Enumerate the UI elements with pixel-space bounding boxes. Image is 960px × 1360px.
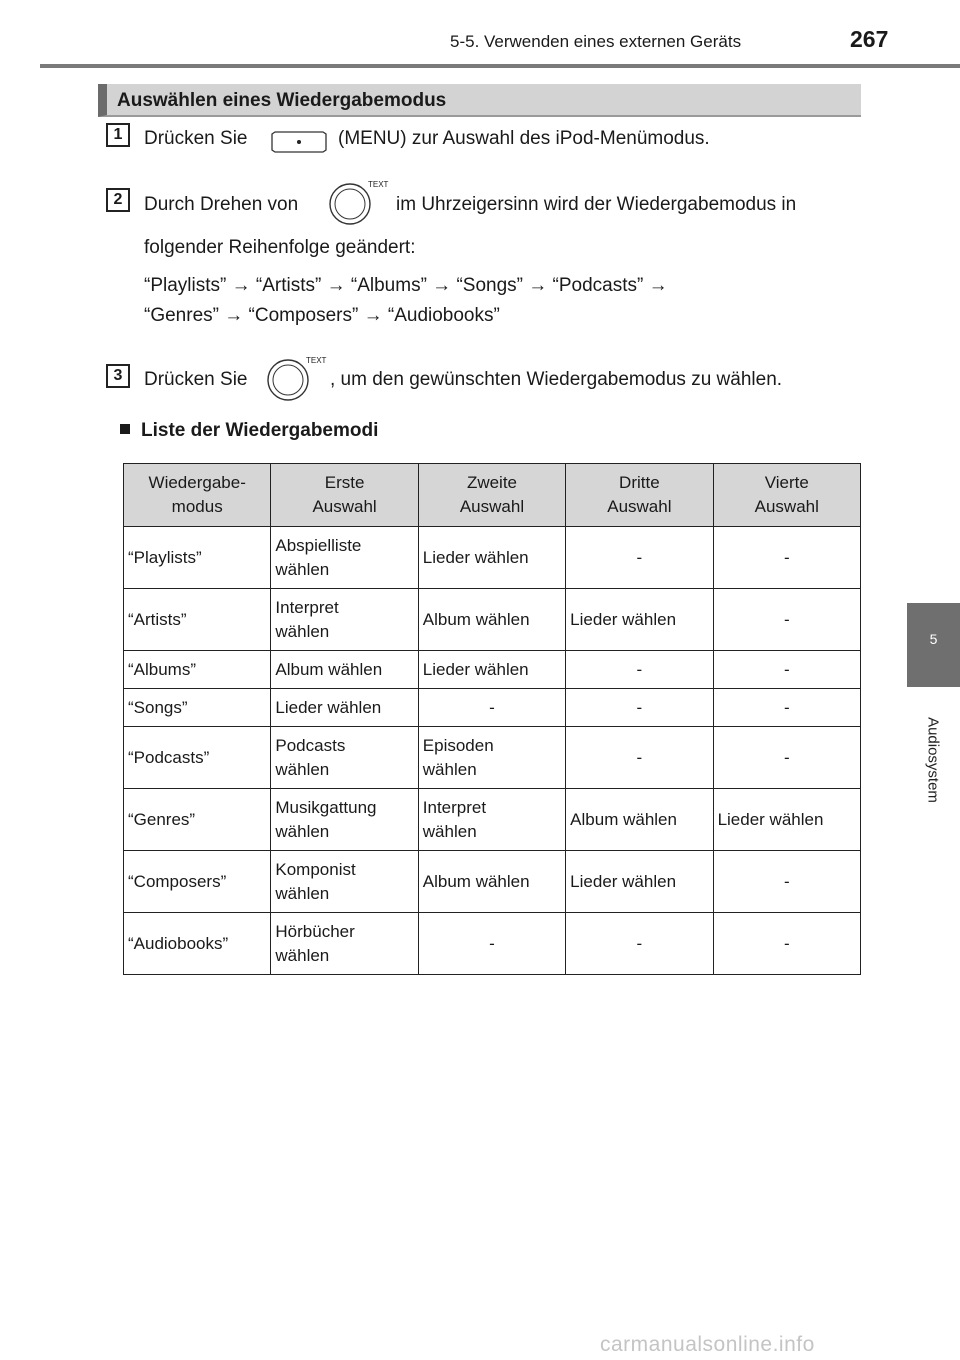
table-cell bbox=[713, 589, 860, 651]
table-cell bbox=[566, 727, 713, 789]
chapter-tab bbox=[907, 603, 960, 687]
list-heading-text: Liste der Wiedergabemodi bbox=[141, 420, 379, 441]
cell-line: Interpret bbox=[422, 797, 487, 817]
table-cell bbox=[271, 851, 418, 913]
cell-line: Lieder wählen bbox=[570, 871, 677, 891]
table-cell bbox=[124, 589, 271, 651]
table-row bbox=[124, 913, 861, 975]
header-line: modus bbox=[171, 497, 223, 516]
table-cell bbox=[271, 789, 418, 851]
cell-line: Album wählen bbox=[570, 809, 677, 829]
header-cell bbox=[271, 464, 418, 527]
cell-line: wählen bbox=[275, 883, 330, 903]
header-line: Auswahl bbox=[754, 497, 819, 516]
table-cell bbox=[566, 789, 713, 851]
menu-button-icon bbox=[271, 131, 327, 153]
table-cell bbox=[124, 851, 271, 913]
step-1-text-pre: Drücken Sie bbox=[144, 128, 248, 149]
cell-line: wählen bbox=[275, 621, 330, 641]
header-cell bbox=[713, 464, 860, 527]
table-cell bbox=[418, 913, 565, 975]
table-cell bbox=[713, 789, 860, 851]
cell-line: - bbox=[783, 697, 790, 717]
cell-line: Musikgattung bbox=[275, 797, 377, 817]
chapter-number: 5 bbox=[929, 631, 938, 647]
table-cell bbox=[124, 913, 271, 975]
table-cell bbox=[713, 727, 860, 789]
cell-line: “Composers” bbox=[128, 871, 227, 891]
cell-line: - bbox=[783, 871, 790, 891]
table-cell bbox=[566, 689, 713, 727]
cell-line: Komponist bbox=[275, 859, 356, 879]
cell-line: “Playlists” bbox=[128, 547, 202, 567]
header-cell bbox=[124, 464, 271, 527]
table-cell bbox=[566, 527, 713, 589]
cell-line: - bbox=[783, 933, 790, 953]
list-heading bbox=[120, 420, 378, 442]
table-header-row bbox=[124, 464, 861, 527]
cell-line: Album wählen bbox=[422, 871, 530, 891]
cell-line: Album wählen bbox=[275, 659, 383, 679]
table-cell bbox=[418, 589, 565, 651]
cell-line: - bbox=[636, 547, 643, 567]
table-cell bbox=[124, 727, 271, 789]
step-2-text-post: im Uhrzeigersinn wird der Wiedergabemodus in bbox=[396, 194, 797, 215]
cell-line: “Songs” bbox=[128, 697, 188, 717]
playback-modes-table bbox=[123, 463, 861, 975]
chapter-label: Audiosystem bbox=[924, 717, 942, 803]
table-cell bbox=[124, 527, 271, 589]
header-line: Auswahl bbox=[459, 497, 525, 516]
table-cell bbox=[713, 651, 860, 689]
cell-line: Lieder wählen bbox=[570, 609, 677, 629]
table-row bbox=[124, 527, 861, 589]
cell-line: - bbox=[783, 659, 790, 679]
table-cell bbox=[566, 589, 713, 651]
cell-line: “Genres” bbox=[128, 809, 196, 829]
table-cell bbox=[124, 651, 271, 689]
cell-line: wählen bbox=[275, 945, 330, 965]
header-line: Wiedergabe- bbox=[148, 473, 246, 492]
watermark-text: carmanualsonline.info bbox=[600, 1333, 815, 1356]
header-line: Auswahl bbox=[607, 497, 672, 516]
step-3-text-post: , um den gewünschten Wiedergabemodus zu wählen. bbox=[330, 369, 783, 390]
cell-line: Hörbücher bbox=[275, 921, 355, 941]
cell-line: wählen bbox=[275, 821, 330, 841]
knob-text-label: TEXT bbox=[306, 356, 327, 365]
cell-line: Interpret bbox=[275, 597, 339, 617]
cell-line: wählen bbox=[422, 759, 477, 779]
header-line: Erste bbox=[324, 473, 365, 492]
step-3-text-pre: Drücken Sie bbox=[144, 369, 248, 390]
table-cell bbox=[418, 851, 565, 913]
table-row bbox=[124, 689, 861, 727]
cell-line: “Artists” bbox=[128, 609, 187, 629]
step-badge-3: 3 bbox=[106, 364, 130, 388]
table-cell bbox=[713, 913, 860, 975]
cell-line: “Podcasts” bbox=[128, 747, 210, 767]
cell-line: Lieder wählen bbox=[422, 547, 529, 567]
table-cell bbox=[418, 651, 565, 689]
cell-line: Lieder wählen bbox=[717, 809, 824, 829]
cell-line: - bbox=[783, 747, 790, 767]
cell-line: - bbox=[489, 933, 495, 953]
step-2-sequence-1: “Playlists” → “Artists” → “Albums” → “Songs” → “Podcasts” → bbox=[144, 275, 668, 296]
table-cell bbox=[566, 913, 713, 975]
tune-knob-icon bbox=[326, 176, 390, 226]
cell-line: - bbox=[636, 697, 643, 717]
cell-line: wählen bbox=[275, 759, 330, 779]
header-line: Zweite bbox=[466, 473, 518, 492]
cell-line: “Albums” bbox=[128, 659, 197, 679]
table-cell bbox=[271, 589, 418, 651]
step-2-text-cont: folgender Reihenfolge geändert: bbox=[144, 237, 416, 258]
step-1-text-post: (MENU) zur Auswahl des iPod-Menümodus. bbox=[338, 128, 710, 149]
header-divider bbox=[40, 64, 960, 68]
tune-knob-icon bbox=[266, 352, 330, 402]
step-badge-2: 2 bbox=[106, 188, 130, 212]
cell-line: Episoden bbox=[422, 735, 494, 755]
knob-text-label: TEXT bbox=[368, 180, 389, 189]
step-2-text-pre: Durch Drehen von bbox=[144, 194, 299, 215]
header-cell bbox=[566, 464, 713, 527]
bullet-square-icon bbox=[120, 424, 130, 434]
cell-line: Lieder wählen bbox=[422, 659, 529, 679]
table-cell bbox=[124, 689, 271, 727]
table-cell bbox=[566, 851, 713, 913]
table-cell bbox=[566, 651, 713, 689]
table-cell bbox=[271, 651, 418, 689]
header-line: Dritte bbox=[619, 473, 660, 492]
table-cell bbox=[713, 851, 860, 913]
cell-line: Abspielliste bbox=[275, 535, 362, 555]
table-cell bbox=[271, 913, 418, 975]
cell-line: - bbox=[783, 547, 790, 567]
table-row bbox=[124, 851, 861, 913]
table-cell bbox=[124, 789, 271, 851]
cell-line: - bbox=[636, 659, 643, 679]
cell-line: - bbox=[636, 747, 643, 767]
section-heading: Auswählen eines Wiedergabemodus bbox=[117, 90, 447, 111]
section-heading-bar bbox=[98, 84, 861, 117]
table-cell bbox=[418, 789, 565, 851]
header-cell bbox=[418, 464, 565, 527]
table-cell bbox=[418, 689, 565, 727]
table-row bbox=[124, 789, 861, 851]
table-cell bbox=[271, 727, 418, 789]
cell-line: - bbox=[783, 609, 790, 629]
chapter-label-container bbox=[908, 700, 958, 820]
table-row bbox=[124, 727, 861, 789]
table-cell bbox=[418, 727, 565, 789]
header-section-title: 5-5. Verwenden eines externen Geräts bbox=[450, 32, 742, 51]
table-cell bbox=[713, 527, 860, 589]
step-2-sequence-2: “Genres” → “Composers” → “Audiobooks” bbox=[144, 305, 500, 326]
cell-line: Podcasts bbox=[275, 735, 346, 755]
table-cell bbox=[271, 527, 418, 589]
table-cell bbox=[418, 527, 565, 589]
header-line: Vierte bbox=[764, 473, 809, 492]
cell-line: wählen bbox=[275, 559, 330, 579]
page-number: 267 bbox=[850, 26, 889, 52]
table-cell bbox=[271, 689, 418, 727]
cell-line: - bbox=[636, 933, 643, 953]
cell-line: Lieder wählen bbox=[275, 697, 382, 717]
table-cell bbox=[713, 689, 860, 727]
table-row bbox=[124, 589, 861, 651]
table-row bbox=[124, 651, 861, 689]
cell-line: wählen bbox=[422, 821, 477, 841]
cell-line: - bbox=[489, 697, 495, 717]
cell-line: Album wählen bbox=[422, 609, 530, 629]
step-badge-1: 1 bbox=[106, 123, 130, 147]
header-line: Auswahl bbox=[312, 497, 377, 516]
cell-line: “Audiobooks” bbox=[128, 933, 229, 953]
